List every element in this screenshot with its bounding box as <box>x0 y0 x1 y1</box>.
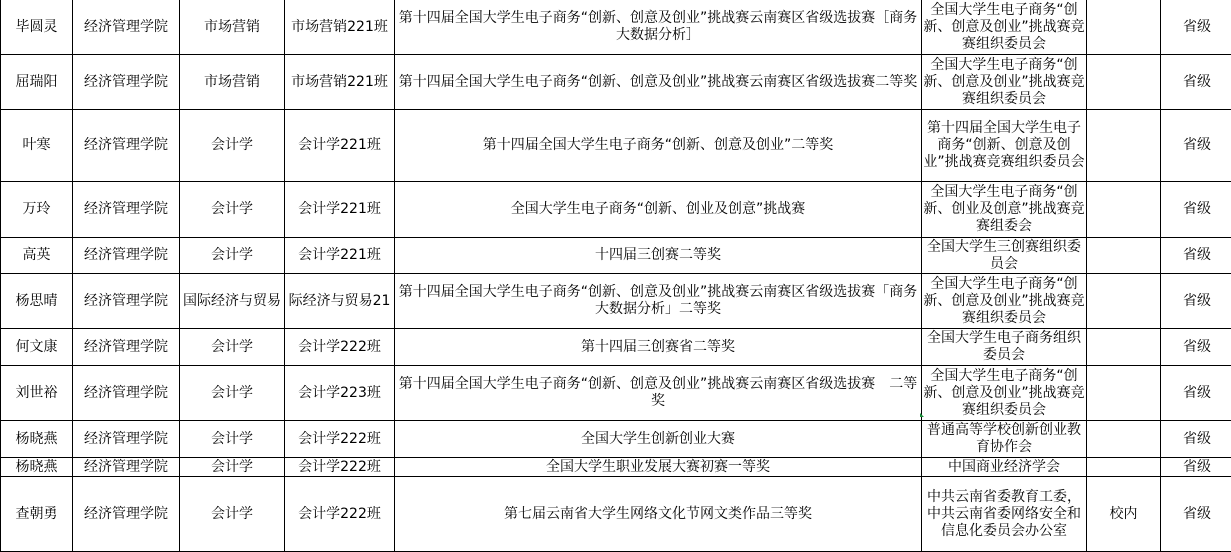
major-cell[interactable]: 市场营销 <box>180 55 285 110</box>
scope-cell[interactable] <box>1087 366 1161 421</box>
class-cell[interactable]: 会计学221班 <box>285 238 395 274</box>
organizer-cell[interactable]: 中共云南省委教育工委，中共云南省委网络安全和信息化委员会办公室 <box>922 477 1087 552</box>
award-cell[interactable]: 十四届三创赛二等奖 <box>395 238 922 274</box>
student-name-cell[interactable]: 杨思晴 <box>1 274 73 329</box>
award-cell[interactable]: 全国大学生电子商务“创新、创业及创意”挑战赛 <box>395 182 922 238</box>
scope-cell[interactable] <box>1087 0 1161 55</box>
class-cell[interactable]: 市场营销221班 <box>285 0 395 55</box>
student-name-cell[interactable]: 毕圆灵 <box>1 0 73 55</box>
student-name-cell[interactable]: 杨晓燕 <box>1 458 73 477</box>
award-cell[interactable]: 第十四届全国大学生电子商务“创新、创意及创业”二等奖 <box>395 110 922 182</box>
student-name-cell[interactable]: 杨晓燕 <box>1 421 73 458</box>
award-cell[interactable]: 全国大学生职业发展大赛初赛一等奖 <box>395 458 922 477</box>
student-name-cell[interactable]: 叶寒 <box>1 110 73 182</box>
level-cell[interactable]: 省级 <box>1161 274 1231 329</box>
major-cell[interactable]: 市场营销 <box>180 0 285 55</box>
major-cell[interactable]: 国际经济与贸易 <box>180 274 285 329</box>
scope-cell[interactable] <box>1087 421 1161 458</box>
college-cell[interactable]: 经济管理学院 <box>73 274 180 329</box>
level-cell[interactable]: 省级 <box>1161 458 1231 477</box>
table-row <box>1 55 1231 110</box>
table-row <box>1 0 1231 55</box>
class-cell[interactable]: 市场营销221班 <box>285 55 395 110</box>
major-cell[interactable]: 会计学 <box>180 238 285 274</box>
student-name-cell[interactable]: 何文康 <box>1 329 73 366</box>
table-row <box>1 421 1231 458</box>
scope-cell[interactable]: 校内 <box>1087 477 1161 552</box>
scope-cell[interactable] <box>1087 110 1161 182</box>
organizer-cell[interactable]: 全国大学生电子商务“创新、创业及创意”挑战赛竞赛组委会 <box>922 182 1087 238</box>
organizer-cell[interactable]: 第十四届全国大学生电子商务“创新、创意及创业”挑战赛竞赛组织委员会 <box>922 110 1087 182</box>
scope-cell[interactable] <box>1087 238 1161 274</box>
scope-cell[interactable] <box>1087 458 1161 477</box>
award-cell[interactable]: 第十四届全国大学生电子商务“创新、创意及创业”挑战赛云南赛区省级选拔赛「商务大数据分析」二等奖 <box>395 274 922 329</box>
major-cell[interactable]: 会计学 <box>180 458 285 477</box>
scope-cell[interactable] <box>1087 55 1161 110</box>
cell-comment-marker <box>920 413 924 417</box>
student-name-cell[interactable]: 万玲 <box>1 182 73 238</box>
organizer-cell[interactable]: 全国大学生电子商务“创新、创意及创业”挑战赛竞赛组织委员会 <box>922 55 1087 110</box>
college-cell[interactable]: 经济管理学院 <box>73 421 180 458</box>
award-cell[interactable]: 全国大学生创新创业大赛 <box>395 421 922 458</box>
organizer-cell[interactable]: 全国大学生电子商务“创新、创意及创业”挑战赛竞赛组织委员会 <box>922 274 1087 329</box>
college-cell[interactable]: 经济管理学院 <box>73 458 180 477</box>
college-cell[interactable]: 经济管理学院 <box>73 0 180 55</box>
organizer-cell[interactable]: 中国商业经济学会 <box>922 458 1087 477</box>
scope-cell[interactable] <box>1087 274 1161 329</box>
table-row <box>1 458 1231 477</box>
organizer-cell[interactable]: 全国大学生三创赛组织委员会 <box>922 238 1087 274</box>
award-cell[interactable]: 第十四届全国大学生电子商务“创新、创意及创业”挑战赛云南赛区省级选拔赛［商务大数据分析］ <box>395 0 922 55</box>
class-cell[interactable]: 会计学222班 <box>285 421 395 458</box>
level-cell[interactable]: 省级 <box>1161 366 1231 421</box>
award-cell[interactable]: 第十四届全国大学生电子商务“创新、创意及创业”挑战赛云南赛区省级选拔赛 二等奖 <box>395 366 922 421</box>
class-cell[interactable]: 会计学222班 <box>285 477 395 552</box>
student-name-cell[interactable]: 屈瑞阳 <box>1 55 73 110</box>
major-cell[interactable]: 会计学 <box>180 110 285 182</box>
college-cell[interactable]: 经济管理学院 <box>73 366 180 421</box>
student-name-cell[interactable]: 高英 <box>1 238 73 274</box>
class-cell[interactable]: 际经济与贸易21 <box>285 274 395 329</box>
level-cell[interactable]: 省级 <box>1161 477 1231 552</box>
table-row <box>1 477 1231 552</box>
major-cell[interactable]: 会计学 <box>180 329 285 366</box>
college-cell[interactable]: 经济管理学院 <box>73 329 180 366</box>
level-cell[interactable]: 省级 <box>1161 110 1231 182</box>
scope-cell[interactable] <box>1087 182 1161 238</box>
award-cell[interactable]: 第十四届三创赛省二等奖 <box>395 329 922 366</box>
level-cell[interactable]: 省级 <box>1161 329 1231 366</box>
college-cell[interactable]: 经济管理学院 <box>73 238 180 274</box>
level-cell[interactable]: 省级 <box>1161 182 1231 238</box>
table-row <box>1 366 1231 421</box>
class-cell[interactable]: 会计学223班 <box>285 366 395 421</box>
major-cell[interactable]: 会计学 <box>180 477 285 552</box>
organizer-cell[interactable]: 全国大学生电子商务“创新、创意及创业”挑战赛竞赛组织委员会 <box>922 366 1087 421</box>
class-cell[interactable]: 会计学222班 <box>285 329 395 366</box>
organizer-cell[interactable]: 全国大学生电子商务组织委员会 <box>922 329 1087 366</box>
award-cell[interactable]: 第十四届全国大学生电子商务“创新、创意及创业”挑战赛云南赛区省级选拔赛二等奖 <box>395 55 922 110</box>
college-cell[interactable]: 经济管理学院 <box>73 182 180 238</box>
table-row <box>1 329 1231 366</box>
table-row <box>1 182 1231 238</box>
organizer-cell[interactable]: 全国大学生电子商务“创新、创意及创业”挑战赛竞赛组织委员会 <box>922 0 1087 55</box>
scope-cell[interactable] <box>1087 329 1161 366</box>
major-cell[interactable]: 会计学 <box>180 182 285 238</box>
award-cell[interactable]: 第七届云南省大学生网络文化节网文类作品三等奖 <box>395 477 922 552</box>
level-cell[interactable]: 省级 <box>1161 55 1231 110</box>
table-row <box>1 238 1231 274</box>
class-cell[interactable]: 会计学221班 <box>285 182 395 238</box>
college-cell[interactable]: 经济管理学院 <box>73 55 180 110</box>
student-name-cell[interactable]: 刘世裕 <box>1 366 73 421</box>
level-cell[interactable]: 省级 <box>1161 421 1231 458</box>
major-cell[interactable]: 会计学 <box>180 421 285 458</box>
class-cell[interactable]: 会计学222班 <box>285 458 395 477</box>
major-cell[interactable]: 会计学 <box>180 366 285 421</box>
student-name-cell[interactable]: 查朝勇 <box>1 477 73 552</box>
level-cell[interactable]: 省级 <box>1161 0 1231 55</box>
class-cell[interactable]: 会计学221班 <box>285 110 395 182</box>
college-cell[interactable]: 经济管理学院 <box>73 110 180 182</box>
table-row <box>1 274 1231 329</box>
level-cell[interactable]: 省级 <box>1161 238 1231 274</box>
college-cell[interactable]: 经济管理学院 <box>73 477 180 552</box>
organizer-cell[interactable]: 普通高等学校创新创业教育协作会 <box>922 421 1087 458</box>
table-row <box>1 110 1231 182</box>
